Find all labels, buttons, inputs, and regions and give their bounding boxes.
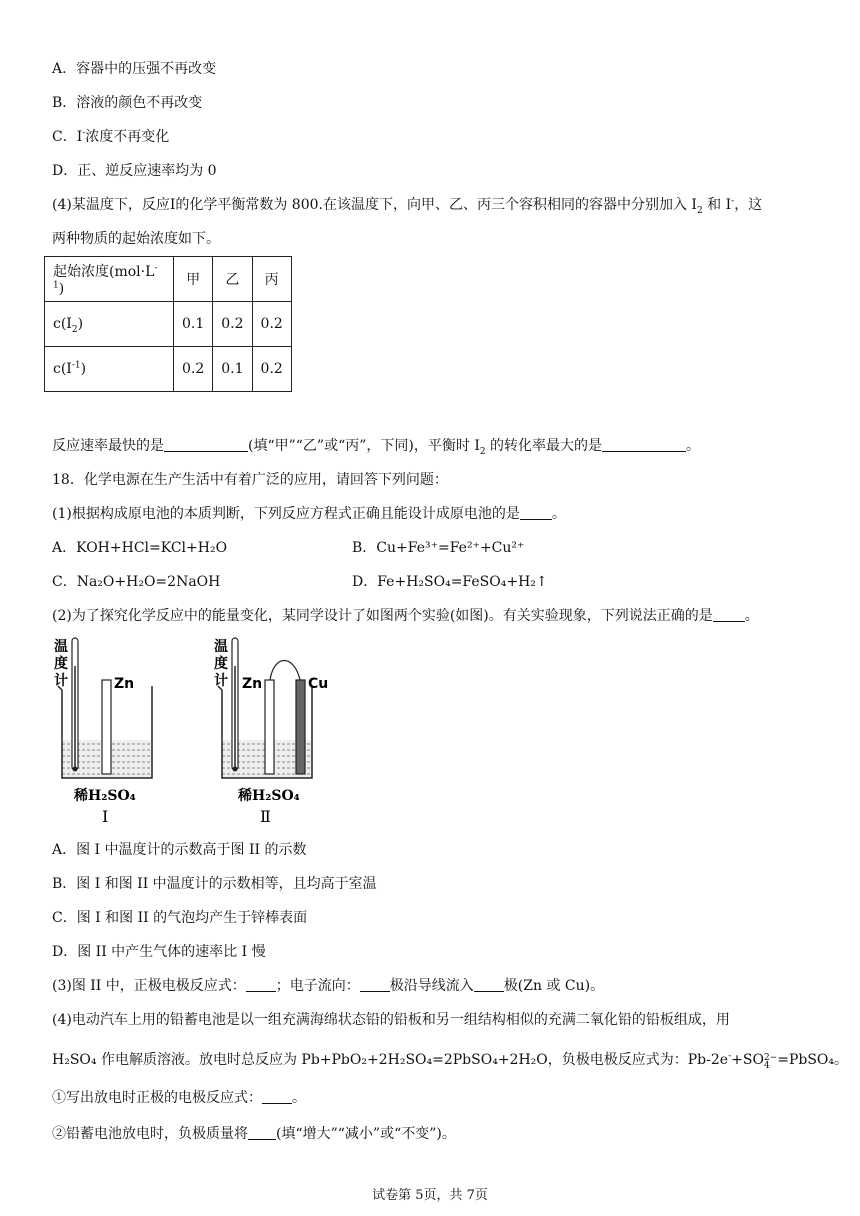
q18-part2-end: 。 (744, 608, 759, 624)
thermometer-label-2: 度 (214, 656, 228, 672)
figure-2-apparatus (210, 636, 340, 826)
row-label-sup: -1 (71, 360, 81, 371)
header-close: ) (58, 281, 65, 297)
q17-option-c (52, 127, 169, 147)
q17-option-b: B．溶液的颜色不再改变 (52, 95, 203, 111)
q18-part4-line2 (52, 1050, 848, 1070)
zinc-label: Zn (114, 676, 135, 692)
answer-blank-2[interactable] (602, 437, 686, 452)
thermometer-icon (72, 638, 78, 772)
q17-option-d: D．正、逆反应速率均为 0 (52, 163, 217, 179)
q18-part4-text-b: +SO (731, 1052, 764, 1068)
q18-sub1-blank[interactable] (262, 1089, 292, 1104)
q18-part1-option-c: C．Na₂O+H₂O=2NaOH (52, 574, 221, 590)
q17-part4-line2: 两种物质的起始浓度如下。 (52, 231, 220, 247)
q18-part2-option-d: D．图 II 中产生气体的速率比 I 慢 (52, 944, 266, 960)
q18-part1 (52, 504, 566, 524)
q18-part2-blank[interactable] (713, 607, 745, 622)
table-header-label (45, 257, 174, 302)
q17-part4-line1 (52, 195, 762, 215)
q17-option-c-letter: C．I (52, 129, 83, 145)
q18-sub1-end: 。 (292, 1090, 306, 1106)
q18-part3-text-d: 极(Zn 或 Cu)。 (503, 978, 605, 994)
thermometer-icon (232, 638, 238, 772)
thermometer-label-3: 计 (214, 673, 228, 689)
q18-part3-blank-3[interactable] (474, 977, 504, 992)
row-label-close: ) (77, 316, 84, 332)
header-sup: -1 (53, 263, 158, 291)
row-label-close: ) (80, 361, 87, 377)
page-footer: 试卷第 5页，共 7页 (372, 1188, 488, 1203)
q18-part2-option-b: B．图 I 和图 II 中温度计的示数相等，且均高于室温 (52, 876, 377, 892)
q18-part2 (52, 606, 759, 626)
q18-part2-option-a: A．图 I 中温度计的示数高于图 II 的示数 (52, 842, 307, 858)
q18-part3-text-c: 极沿导线流入 (389, 978, 474, 994)
q18-part2-option-c: C．图 I 和图 II 的气泡均产生于锌棒表面 (52, 910, 308, 926)
sulfate-charge (764, 1054, 777, 1070)
q18-part3-text-b: ；电子流向： (275, 978, 360, 994)
q18-part4-electron-sup: - (728, 1051, 732, 1062)
table-row (45, 257, 292, 302)
table-row (45, 347, 292, 392)
q17-part4-sub: 2 (696, 205, 703, 216)
row-label-i2 (45, 302, 174, 347)
header-text: 起始浓度(mol·L (53, 264, 155, 280)
thermometer-label-1: 温 (214, 639, 228, 655)
q18-part3-blank-2[interactable] (360, 977, 390, 992)
row-label-iodide (45, 347, 174, 392)
figure-label-2: Ⅱ (260, 807, 271, 826)
q18-part3 (52, 976, 604, 996)
q18-sub2 (52, 1124, 456, 1144)
q17-part4-sup: - (731, 196, 735, 207)
sulfate-charge-sub: 4 (763, 1061, 770, 1071)
q17-option-c-sup: - (82, 128, 86, 139)
q18-part4-line1: (4)电动汽车上用的铅蓄电池是以一组充满海绵状态铅的铅板和另一组结构相似的充满二氧化铅的铅板组成，用 (52, 1012, 730, 1028)
table-cell: 0.2 (252, 302, 291, 347)
zinc-label: Zn (242, 676, 263, 692)
q17-part4-text-c: ，这 (734, 197, 763, 213)
acid-label: 稀H₂SO₄ (74, 788, 136, 804)
thermometer-label-1: 温 (54, 639, 68, 655)
table-cell: 0.2 (252, 347, 291, 392)
q18-sub1-text: ①写出放电时正极的电极反应式： (52, 1090, 262, 1106)
thermometer-label-3: 计 (54, 673, 68, 689)
answer-sub: 2 (479, 446, 486, 457)
answer-blank-1[interactable] (164, 437, 248, 452)
zinc-rod-icon (265, 680, 274, 774)
q18-part1-end: 。 (551, 506, 566, 522)
table-cell: 0.1 (174, 302, 213, 347)
q17-part4-text-a: (4)某温度下，反应Ⅰ的化学平衡常数为 800.在该温度下，向甲、乙、丙三个容积相同的容器中分别加入 I (52, 197, 697, 213)
q17-part4-text-b: 和 I (702, 197, 732, 213)
q18-sub2-text-a: ②铅蓄电池放电时，负极质量将 (52, 1126, 248, 1142)
table-col-yi: 乙 (213, 257, 252, 302)
q18-part1-option-d: D．Fe+H₂SO₄=FeSO₄+H₂↑ (352, 574, 548, 590)
thermometer-label-2: 度 (54, 656, 68, 672)
table-cell: 0.1 (213, 347, 252, 392)
answer-text-b: (填“甲”“乙”或“丙”，下同)，平衡时 I (248, 438, 480, 454)
row-label-text: c(I (53, 316, 72, 332)
q18-part4-text-a: H₂SO₄ 作电解质溶液。放电时总反应为 Pb+PbO₂+2H₂SO₄=2PbSO₄+2H₂O，负极电极反应式为：Pb-2e (52, 1052, 729, 1068)
q17-option-a: A．容器中的压强不再改变 (52, 61, 217, 77)
q18-part2-text: (2)为了探究化学反应中的能量变化，某同学设计了如图两个实验(如图)。有关实验现象，下列说法正确的是 (52, 608, 713, 624)
table-col-bing: 丙 (252, 257, 291, 302)
figure-1-apparatus (50, 636, 160, 826)
answer-text-c: 的转化率最大的是 (485, 438, 603, 454)
q18-part1-text: (1)根据构成原电池的本质判断，下列反应方程式正确且能设计成原电池的是 (52, 506, 520, 522)
q18-part1-option-a: A．KOH+HCl=KCl+H₂O (52, 540, 228, 556)
q18-sub2-blank[interactable] (248, 1125, 276, 1140)
q17-part4-answer (52, 436, 700, 456)
q18-sub2-text-b: (填“增大”“减小”或“不变”)。 (276, 1126, 456, 1142)
answer-text-d: 。 (686, 438, 701, 454)
zinc-rod-icon (102, 680, 111, 774)
figure-label-1: Ⅰ (102, 807, 109, 826)
q18-part3-blank-1[interactable] (246, 977, 276, 992)
table-cell: 0.2 (174, 347, 213, 392)
concentration-table (44, 256, 292, 392)
table-cell: 0.2 (213, 302, 252, 347)
table-col-jia: 甲 (174, 257, 213, 302)
wire-icon (270, 661, 300, 681)
sulfate-charge-sup: 2− (763, 1053, 778, 1063)
q17-option-c-rest: 浓度不再变化 (85, 129, 170, 145)
q18-part1-blank[interactable] (520, 505, 552, 520)
row-label-text: c(I (53, 361, 72, 377)
copper-rod-icon (296, 680, 305, 774)
q18-sub1 (52, 1088, 306, 1108)
q18-title: 18．化学电源在生产生活中有着广泛的应用，请回答下列问题： (52, 472, 448, 488)
acid-label: 稀H₂SO₄ (238, 788, 300, 804)
answer-text-a: 反应速率最快的是 (52, 438, 164, 454)
q18-part4-text-c: =PbSO₄。 (777, 1052, 849, 1068)
row-label-sub: 2 (71, 324, 78, 335)
q18-part3-text-a: (3)图 II 中，正极电极反应式： (52, 978, 246, 994)
q18-part1-option-b: B．Cu+Fe³⁺=Fe²⁺+Cu²⁺ (352, 540, 525, 556)
copper-label: Cu (308, 676, 329, 692)
table-row (45, 302, 292, 347)
